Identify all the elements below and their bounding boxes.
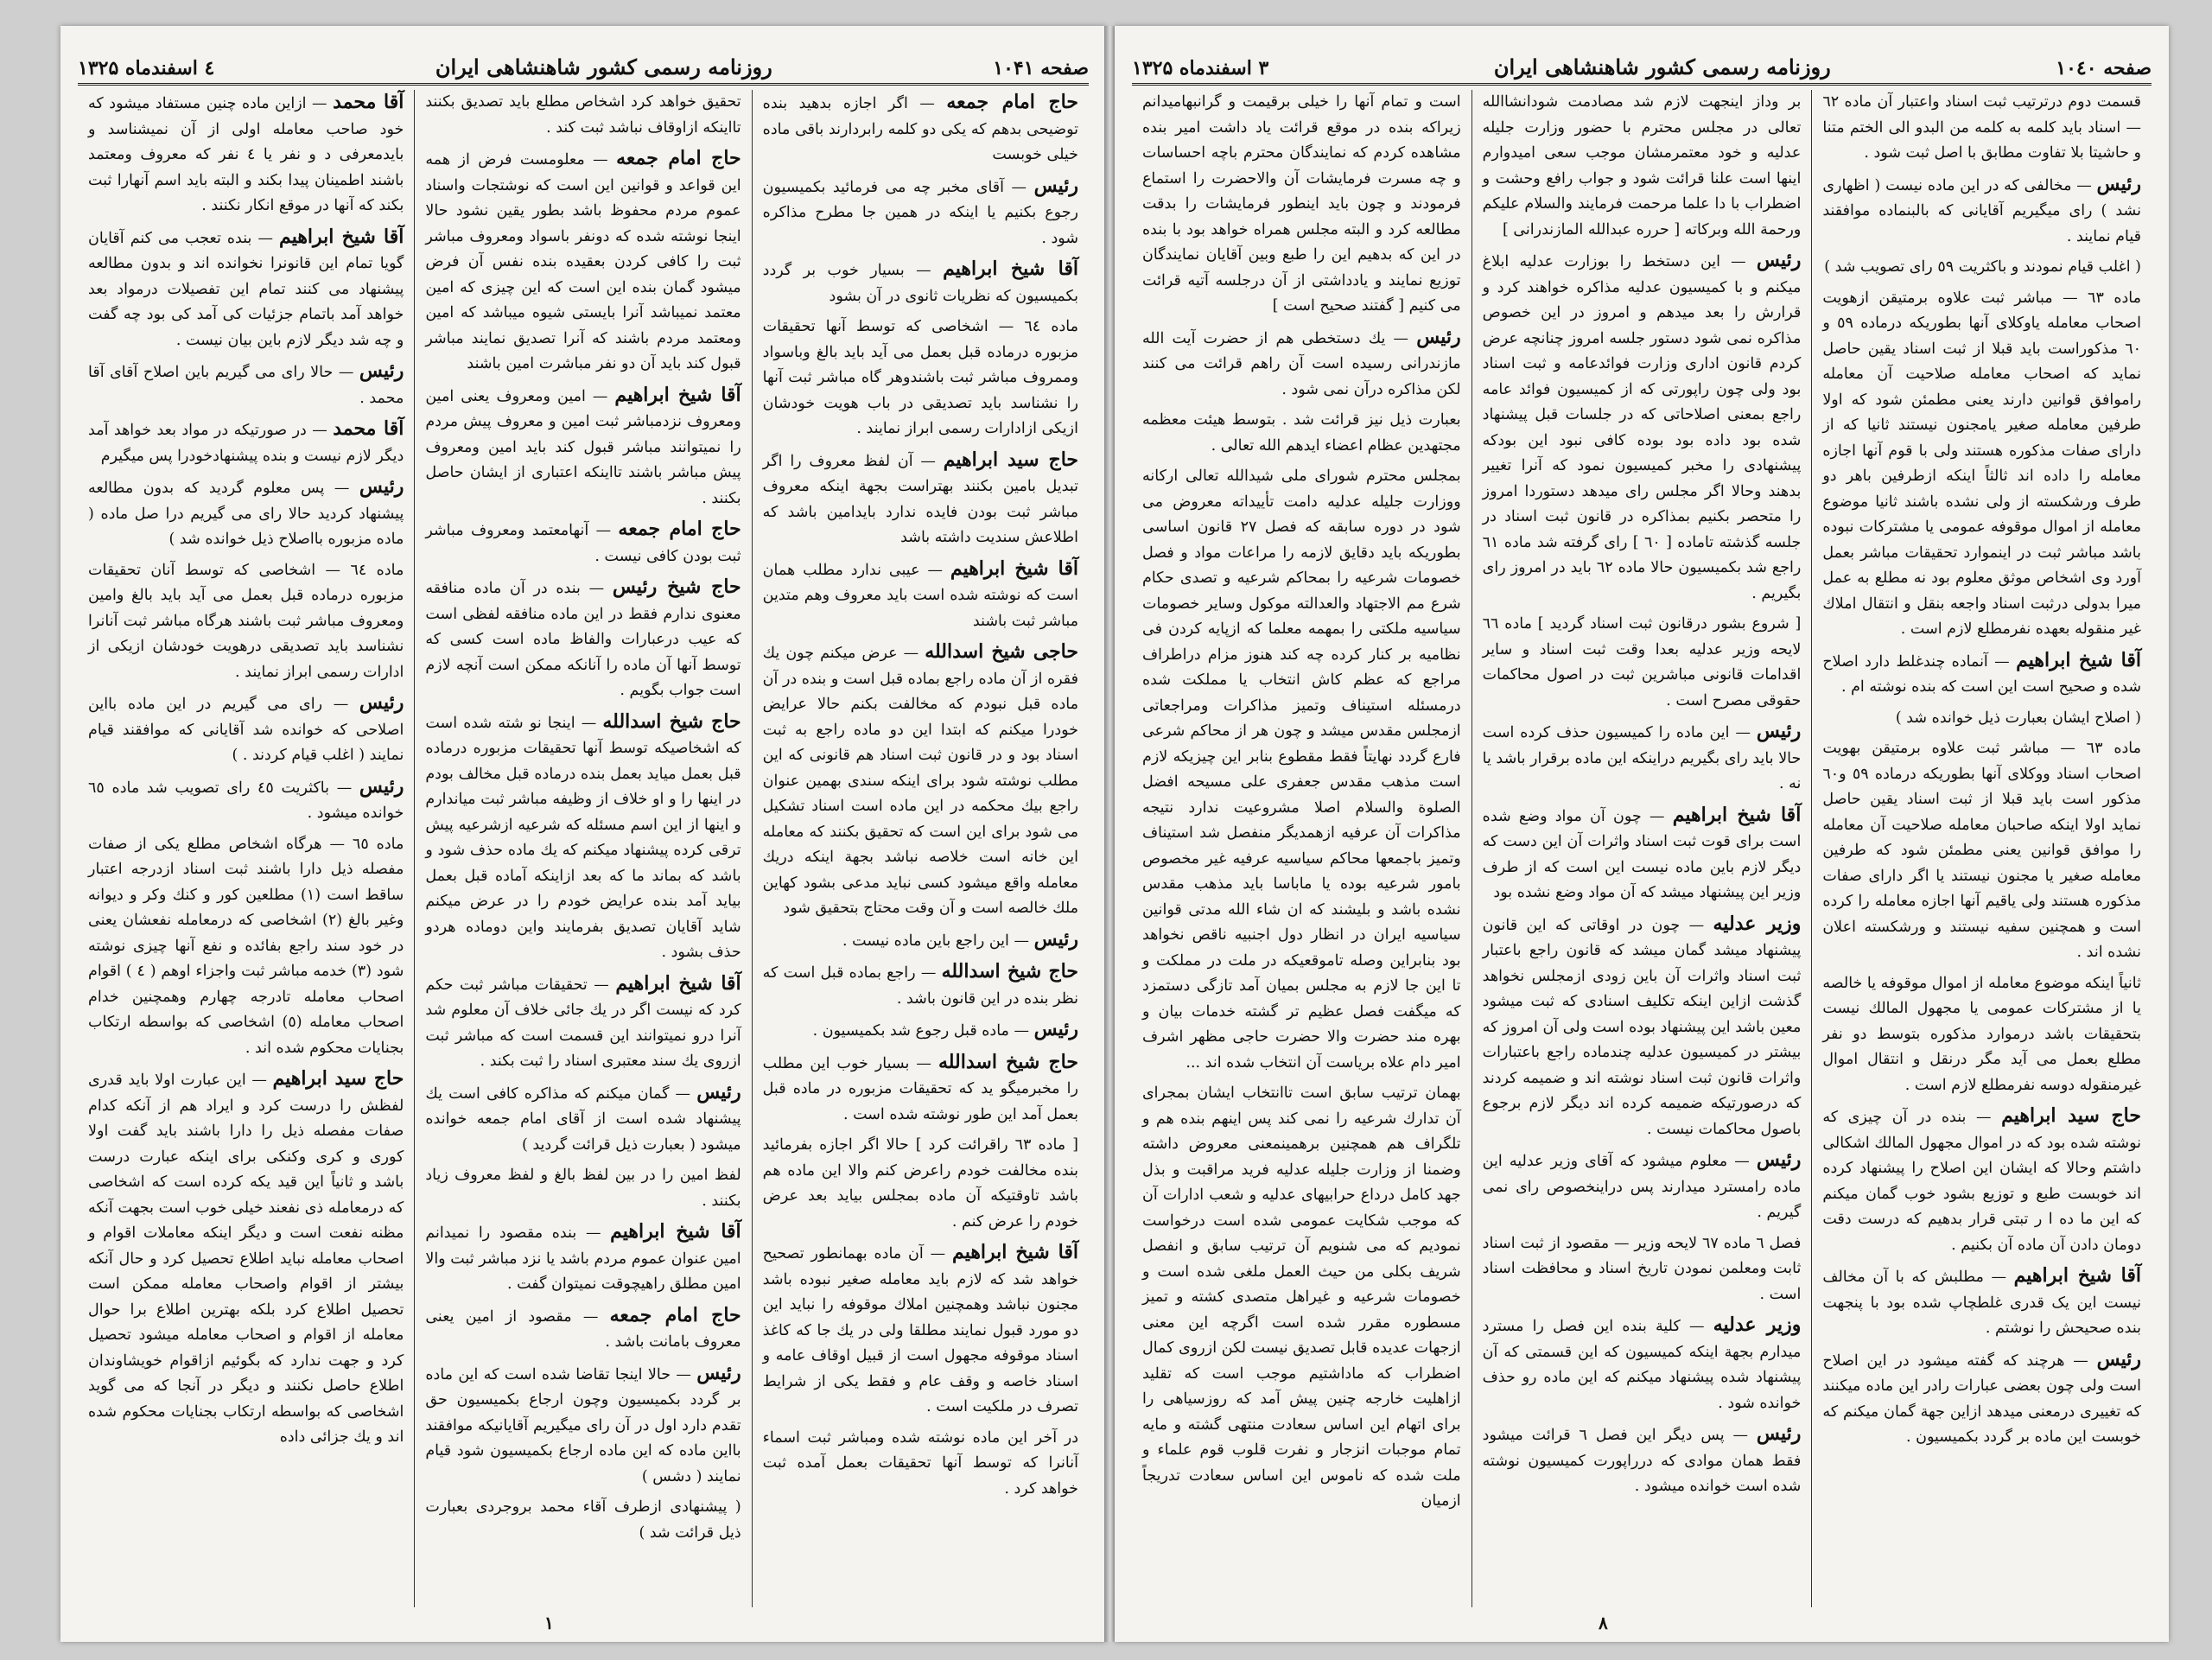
speaker-name: رئیس [359,359,404,382]
left-page [60,26,1106,1642]
paragraph [88,474,404,553]
paragraph-text: ثانیاً اینکه موضوع معامله از اموال موقوفه یا خالصه یا از مشترکات عمومی یا مجهول المالك نیست بتحقیقات باشد درموارد مذکوره بتوسط دو نفر مطلع بعمل می آید مگر درنقل و انتقال اموال غیرمنقوله دوسه نفرمطلع لازم است . [1822,974,2141,1094]
paragraph [1142,325,1461,404]
right-page-title: روزنامه رسمی کشور شاهنشاهی ایران [1493,54,1831,80]
speaker-name: حاج شیخ اسدالله [938,1050,1078,1073]
paragraph-text: — بنده تعجب می کنم آقایان گویا تمام این قانونرا نخوانده اند و بدون مطالعه پیشنهاد می کنند تمام این تفصیلات درمواد بعد خواهد آمد باتمام جزئیات کی آمد کی بود چه گفت و چه شد دیگر لازم باین بیان نیست . [88,229,404,349]
speaker-name: حاج شیخ اسدالله [602,709,741,733]
paragraph [425,971,741,1075]
paragraph-text: — در صورتیکه در مواد بعد خواهد آمد دیگر لازم نیست و بنده پیشنهادخودرا پس میگیرم [88,422,404,465]
paragraph [1142,464,1461,1076]
paragraph-text: — آن لفظ معروف را اگر تبدیل بامین بکنند بهتراست بجهة اینکه معروف مباشر ثبت بودن فایده ندارد بایدامین باشد که اطلاعش سندیت داشته باشد [762,452,1078,546]
paragraph-text: ماده ٦٥ — هرگاه اشخاص مطلع یکی از صفات مفصله ذیل دارا باشند ثبت اسناد ازدرجه اعتبار ساقط است (۱) مطلعین کور و کنك وکر و دیوانه وغیر بالغ (۲) اشخاصی که درمعامله نفعشان یعنی در خود سند راجع بفائده و نفع آنها چیزی نوشته شود (۳) خدمه مباشر ثبت واجزاء اوهم ( ٤ ) اقوام اصحاب معامله تادرجه چهارم وهمچنین خدام اصحاب معامله (٥) اشخاصی که بواسطه ارتکاب بجنایات محکوم شده اند . [88,835,404,1057]
right-page-date: ۳ اسفندماه ۱۳۲۵ [1132,57,1269,80]
speaker-name: حاج سید ابراهیم [2001,1104,2141,1127]
paragraph [763,448,1078,551]
speaker-name: وزیر عدلیه [1713,1313,1802,1336]
paragraph-text: — حالا رای می گیریم باین اصلاح آقای آقا محمد . [88,364,404,407]
paragraph [88,832,404,1062]
paragraph [88,225,404,354]
paragraph-text: — عرض میکنم چون یك فقره از آن ماده راجع بماده قبل است و بنده در آن ماده قبل نبودم که مخالفت بکنم حالا عرایض خودرا میکنم که ابتدا این دو ماده راجع به ثبت اسناد بود و در قانون ثبت اسناد هم قانونی که این مطلب نوشته شود برای اینکه سندی بهمین عنوان راجع بیك محکمه در این ماده است اسناد تشکیل می شود برای این است که تحقیق بکنند که معامله این خانه است خلاصه نباشد بجهة اینکه دریك معامله واقع میشود کسی نباید مدعی بشود کهاین ملك خالصه است و آن وقت محتاج بتحقیق شود [762,645,1078,917]
paragraph [1822,736,2141,966]
paragraph [763,1240,1078,1421]
paragraph [1822,648,2141,701]
speaker-name: حاج امام جمعه [616,147,741,169]
paragraph [1822,286,2141,643]
paragraph-text: — رای می گیریم در این ماده بااین اصلاحی که خوانده شد آقایانی که موافقند قیام نمایند ( اغلب قیام کردند . ) [88,696,404,764]
paragraph [88,359,404,411]
paragraph-text: — مقصود از امین یعنی معروف بامانت باشد . [425,1307,741,1351]
paragraph [763,257,1078,309]
paragraph-text: — باکثریت ٤٥ رای تصویب شد ماده ٦٥ خوانده میشود . [88,779,404,822]
paragraph [763,315,1078,442]
paragraph-text: — اینجا نو شته شده است که اشخاصیکه توسط آنها تحقیقات مزبوره درماده قبل بعمل میاید بعمل بنده درماده قبل مخالف بودم در اینها را و او خلاف از وظیفه مباشر ثبت میاندارم و اینها از این اسم مسئله که شرعیه ازشرعیه پیش ترقی کرده پیشنهاد میکنم که یك ماده حذف شود و باشد که بماند ما که بعد ازاینکه آماده قبل بعمل بیاید آمد بنده عرایض خودم را در عرض میکنم شاید آقایان تصدیق بفرمایند واین دوماده هردو حذف بشود . [425,714,741,961]
paragraph [763,1017,1078,1045]
left-page-footer: ۱ [544,1612,554,1633]
speaker-name: رئیس [1033,174,1078,197]
paragraph-text: — بنده در آن چیزی که نوشته شده بود که در اموال مجهول المالك اشکالی داشتم وحالا که ایشان این اصلاح را پیشنهاد کرده اند خوبست طبع و توزیع بشود خوب گمان میکنم که این ما ده ا ر تبتی قرار بدهیم که درست دقت دومان دادن آن ماده آن بکنیم . [1822,1109,2141,1254]
paragraph [1822,971,2141,1099]
left-page-number: صفحه ۱۰۴۱ [993,57,1089,80]
left-page-header [78,41,1089,86]
paragraph [425,90,741,141]
paragraph [88,774,404,827]
paragraph [1483,719,1802,798]
paragraph-text: — پس دیگر این فصل ٦ قرائت میشود فقط همان موادی که درراپورت کمیسیون نوشته شده است خوانده میشود . [1482,1427,1802,1495]
right-page-columns [1132,90,2152,1607]
speaker-name: حاج شیخ رئیس [612,576,741,598]
paragraph-text: — حالا اینجا تقاضا شده است که این ماده بر گردد بکمیسیون وچون ارجاع بکمیسیون حق تقدم دارد اول در آن رای میگیریم آقایانیکه موافقند بااین ماده که این ماده ارجاع بکمیسیون شود قیام نمایند ( دشس ) [425,1365,741,1485]
paragraph [425,575,741,704]
speaker-name: رئیس [2096,1347,2141,1371]
speaker-name: آقا شیخ ابراهیم [952,1241,1078,1263]
speaker-name: رئیس [359,691,404,714]
paragraph [1142,90,1461,320]
paragraph [1822,172,2141,251]
paragraph-text: ( پیشنهادی ازطرف آقاء محمد بروجردی بعبارت ذیل قرائت شد ) [425,1498,741,1542]
speaker-name: حاج شیخ اسدالله [941,960,1078,983]
paragraph [1822,255,2141,281]
speaker-name: رئیس [359,774,404,798]
paragraph [763,557,1078,635]
paragraph [425,146,741,378]
text-column [1811,90,2152,1607]
paragraph [425,517,741,569]
paragraph-text: — این عبارت اولا باید قدری لفظش را درست کرد و ایراد هم از آنکه کدام صفات مفصله ذیل را دارا باشند باید گفت اولا کوری و کری وکنکی برای اینکه عبارت درست باشد و ثانیاً این قید یکه کرده است که اشخاصی که درمعامله ذی نفعند خیلی خوب است بجهت آنکه مظنه نفعت است و دیگر اینکه معاملات اقوام و اصحاب معامله نباید اطلاع تحصیل کرد و حال آنکه بیشتر از اقوام واصحاب معامله ممکن است تحصیل اطلاع کرد بلکه بهترین اطلاع برا حوال معامله از اقوام و اصحاب معامله میشود تحصیل کرد و جهت ندارد که بگوئیم ازاقوام خویشاوندان اطلاع حاصل نکنند و دیگر در آنجا که می گوید اشخاصی که بواسطه ارتکاب بجنایات محکوم شده اند و یك جزائی داده [88,1072,404,1446]
speaker-name: رئیس [696,1361,741,1384]
left-page-date: ٤ اسفندماه ۱۳۲۵ [78,57,215,80]
paragraph [88,417,404,469]
text-column [1132,90,1471,1607]
paragraph [1822,1103,2141,1258]
paragraph-text: — بسیار خوب این مطلب را مخبرمیگو ید که تحقیقات مزبوره در ماده قبل بعمل آمد این طور نوشته شده است . [762,1054,1078,1123]
paragraph-text: — آقای مخبر چه می فرمائید بکمیسیون رجوع بکنیم یا اینکه در همین جا مطرح مذاکره شود . [762,178,1078,247]
paragraph-text: — چون در اوقاتی که این قانون پیشنهاد میشد گمان میشد که قانون راجع باعتبار ثبت اسناد واثرات آن باین زودی ازمجلس نخواهد گذشت ازاین اینکه تکلیف اسنادی که ثبت میشود معین باشد این پیشنهاد بوده است ولی آن امروز که بیشتر در کمیسیون عدلیه چندماده راجع باعتبارات واثرات قانون ثبت اسناد نوشته اند و ضمیمه کردند که درصورتیکه ضمیمه کرده اند دیگر لازم برجوع باصول محاکمات نیست . [1482,916,1802,1138]
speaker-name: رئیس [1756,1148,1802,1171]
paragraph [425,709,741,966]
paragraph [88,558,404,686]
paragraph [1822,1263,2141,1342]
paragraph [763,1426,1078,1503]
paragraph [88,1066,404,1451]
speaker-name: رئیس [1756,1422,1802,1445]
paragraph-text: — این راجع باین ماده نیست . [842,932,1029,950]
speaker-name: رئیس [2096,172,2141,195]
paragraph [763,90,1078,169]
paragraph [425,1495,741,1546]
paragraph-text: ماده ٦٤ — اشخاصی که توسط آنها تحقیقات مزبوره درماده قبل بعمل می آید باید بالغ وباسواد وممروف مباشر ثبت باشندوهر گاه مباشر ثبت آنها را نشناسد باید تصدیقی در باب هویت خودشان ازیکی ازادارات رسمی ابراز نمایند . [762,318,1078,437]
paragraph [1483,1313,1802,1416]
left-page-title: روزنامه رسمی کشور شاهنشاهی ایران [435,54,772,80]
paragraph-text: ماده ٦۳ — مباشر ثبت علاوه برمتیقن بهویت اصحاب اسناد ووکلای آنها بطوریکه درماده ٥٩ و٦٠ مذکور است باید قبلا از ثبت اسناد یقین حاصل نماید اولا اینکه صاحبان معامله صلاحیت آن معامله را موافق قوانین یعنی مطمئن شود که طرفین معامله صغیر یا مجنون نیستند یا اگر دارای صفات مذکوره هستند ولی یاقیم آنها اجازه معامله را کرده است و همچنین سفیه نیستند و ورشکسته اعلان نشده اند . [1822,740,2142,961]
speaker-name: رئیس [359,475,404,498]
paragraph-text: — راجع بماده قبل است که نظر بنده در این قانون باشد . [762,964,1078,1008]
paragraph [1483,248,1802,607]
paragraph-text: — مطلبش که با آن مخالف نیست این یک قدری غلطچاپ شده بود با پنجهت بنده صحیحش را نوشتم . [1822,1269,2141,1337]
speaker-name: آقا شیخ ابراهیم [2013,1264,2141,1287]
right-page-header [1132,41,2152,86]
paragraph-text: — ازاین ماده چنین مستفاد میشود که خود صاحب معامله اولی از آن نمیشناسد و بایدمعرفی د و نفر یا ٤ نفر که معروف ومعتمد باشند اطمینان پیدا بکند و البته باید اسم آنهارا ثبت بکند که آنها در موقع انکار نکنند . [88,95,404,214]
paragraph [1483,90,1802,243]
paragraph-text: — چون آن مواد وضع شده است برای قوت ثبت اسناد واثرات آن این دست که دیگر لازم باین ماده نیست این است که از طرف وزیر این پیشنهاد میشد که آن مواد وضع نشده بود [1482,807,1802,901]
paragraph [425,1303,741,1356]
paragraph [1142,408,1461,459]
paragraph-text: — ماده قبل رجوع شد بکمیسیون . [812,1022,1029,1040]
paragraph-text: ( اصلاح ایشان بعبارت ذیل خوانده شد ) [1895,709,2141,727]
paragraph [425,383,741,512]
paragraph-text: — تحقیقات مباشر ثبت حکم کرد که نیست اگر در یك جائی خلاف آن معلوم شد آنرا درو نمیتوانند این قسمت است که مباشر ثبت ازروی یك سند معتبری اسناد را ثبت بکند . [425,976,741,1070]
paragraph [425,1361,741,1491]
paragraph-text: بعبارت ذیل نیز قرائت شد . بتوسط هیئت معظمه مجتهدین عظام اعضاء ایدهم الله تعالی . [1141,411,1461,455]
paragraph [425,1080,741,1159]
paragraph [1822,706,2141,732]
speaker-name: آقا شیخ ابراهیم [279,225,404,248]
paragraph-text: تحقیق خواهد کرد اشخاص مطلع باید تصدیق بکنند تااینکه ازاوقاف نباشد ثبت کند . [425,93,741,137]
text-column [78,90,414,1607]
paragraph-text: در آخر این ماده نوشته شده ومباشر ثبت اسماء آنانرا که توسط آنها تحقیقات بعمل آمده ثبت خواهد کرد . [762,1428,1078,1498]
paragraph-text: — اگر اجازه بدهید بنده توضیحی بدهم که یکی دو کلمه رابردارند باقی ماده خیلی خوبست [762,95,1078,163]
paragraph-text: — بنده مقصود را نمیدانم امین عنوان عموم مردم باشد یا نزد مباشر ثبت والا امین مطلق راهیچوقت نمیتوان گفت . [425,1224,741,1293]
paragraph [1483,803,1802,906]
speaker-name: آقا شیخ ابراهیم [2016,648,2141,671]
text-column [414,90,751,1607]
right-page-footer: ۸ [1599,1612,1608,1633]
speaker-name: رئیس [696,1080,741,1103]
speaker-name: آقا محمد [333,417,404,440]
paragraph-text: — آن ماده بهمانطور تصحیح خواهد شد که لازم باید معامله صغیر نبوده باشد مجنون نباشد وهمچنین املاك موقوفه را نباید این دو مورد قبول نمایند مطلقا ولی در یك جا که کاغذ اسناد موقوفه مجهول است از قبیل اوقاف عامه و اسناد خاصه و وقف عام و فقط یكی از شرایط تصرف در ملکیت است . [762,1245,1078,1415]
paragraph-text: — عیبی ندارد مطلب همان است که نوشته شده است باید معروف وهم متدین مباشر ثبت باشند [762,561,1078,630]
speaker-name: آقا شیخ ابراهیم [614,383,741,406]
paragraph [1483,612,1802,714]
speaker-name: رئیس [1416,325,1461,348]
paragraph-text: بهمان ترتیب سابق است تاانتخاب ایشان بمجرای آن تدارك شرعیه را نمی کند پس اینهم بنده هم و تلگراف هم همچنین برهمینمعنی معروض داشته وضمنا از وزارت جلیله عدلیه فرید مراقبت و بذل جهد کامل درداع حرابیهای عدلیه و شعب ادارات آن که موجب شکایت عمومی شده است درخواست نمودیم که می شنویم آن ترتیب سابق و انفصل شریف بکلی من حیث العمل ملغی شده است و خصومات شرعیه و غیراهل متصدی کشته و تمیز مسطوره مقرر شده است اگرچه این معنی ازجهات عدیده قابل تصدیق نیست لکن ازروی کمال اضطراب که ماداشتیم موجب است که تقلید ازاهلیت خارجه چنین پیش آمد که روزسیاهی را برای اتهام این اساس سعادت منتهی گشته و مایه تمام موجبات انزجار و نفرت قلوب قوم علماء و ملت شده که ناموس این اساس سعادت تدریجاً ازمیان [1141,1084,1461,1510]
paragraph [763,959,1078,1012]
speaker-name: آقا شیخ ابراهیم [943,258,1078,280]
paragraph [425,1219,741,1298]
paragraph-text: — مخالفی که در این ماده نیست ( اظهاری نشد ) رای میگیریم آقایانی که بالبنماده موافقند قیام نمایند . [1822,176,2141,245]
paragraph-text: — بسیار خوب بر گردد بکمیسیون که نظریات ثانوی در آن بشود [762,262,1078,305]
paragraph [1483,1421,1802,1500]
paragraph-text: — یك دستخطی هم از حضرت آیت الله مازندرانی رسیده است آن راهم قرائت می کنند لکن مذاکره درآن نمی شود . [1141,329,1461,398]
paragraph-text: — این ماده را کمیسیون حذف کرده است حالا باید رای بگیریم دراینکه این ماده برقرار باشد یا نه . [1482,724,1802,792]
speaker-name: آقا شیخ ابراهیم [615,971,741,995]
paragraph-text: — معلوم میشود که آقای وزیر عدلیه این ماده رامسترد میدارند پس دراینخصوص رای نمی گیریم . [1482,1153,1802,1221]
paragraph-text: ماده ٦۳ — مباشر ثبت علاوه برمتیقن ازهویت اصحاب معامله یاوکلای آنها بطوریکه درماده ٥٩ و ٦٠ مذکوراست باید قبلا از ثبت اسناد یقین حاصل نماید که اصحاب معامله صلاحیت آن معامله راموافق قوانین دارند یعنی مطمئن شود که اولا طرفین معامله صغیر یامجنون نیستند ثانیا که از دارای صفات مذکوره هستند ولی با قوم آنها اجازه معامله را داده اند ثالثاً اینکه ازطرفین باهر دو طرف ورشکسته از ولی نشده باشند ثانیا موضوع معامله از اموال موقوفه عمومی یا مشترکات نبوده باشد مباشر ثبت در اینموارد تحقیقات مباشر بعمل آورد وی اشخاص موثق معلوم بود نه مطلع به عمل میرا بدولی درثبت اسناد واجعه بنقل و انتقال املاك غیر منقوله بعهده نفرمطلع لازم است . [1822,289,2141,638]
paragraph [763,927,1078,955]
paragraph [1483,912,1802,1143]
paragraph [1483,1231,1802,1308]
speaker-name: آقا شیخ ابراهیم [950,557,1078,580]
paragraph-text: بر وداز اینجهت لازم شد مصادمت شودانشاالله تعالی در مجلس محترم با حضور وزارت جلیله عدلیه و خود معتمرمشان موجب سعی امیدوارم اینها است علنا قرائت شود و جواب رافع وحشت و اضطراب با دا علما مرحمت فرمایند والسلام علیکم ورحمة الله وبرکاته [ حرره عبدالله المازندرانی ] [1482,93,1802,239]
paragraph [1822,1347,2141,1451]
paragraph-text: بمجلس محترم شورای ملی شیدالله تعالی ارکانه ووزارت جلیله عدلیه دامت تأییداته معروض می شود در دوره سابقه که فصل ۲۷ قانون اساسی بطوریکه باید دقایق لازمه را مراعات مواد و فصل خصومات شرعیه را بمحاکم شرعیه و تصدی حکام شرع مم الاجتهاد والعدالته موکول وسایر خصومات سیاسیه ملکتی را بمهمه معلما که ازپایه کردن فی نظامیه بر کنار کرده چه کند هنوز مزام دراطراف مراجع که عظم کاش انتخاب یا مملکت شده درمسئله استیناف وتمیز مذاکرات ومراجعاتی ازمجلس مقدس میشد و چون هر از محاکم شرعی فارع گردد نهایتاً فقط مقطوع بنابر این چیزیکه لازم است مذهب مقدس جعفری علی مسیحه افضل الصلوة والسلام اصلا مشروعیت ندارد نتیجه مذاکرات آن عرفیه ازهمدیگر منفصل شد استیناف وتمیز باجمعها محاکم سیاسیه عرفیه غیر مخصوص بامور شرعیه بوده یا ماباسا باید مذهب مقدس نشده باشد و بلیشند که ان شاء الله مدتی قوانین سیاسیه ایران در انظار دول اجنبیه ناقص نخواهد بود بنابراین وصله تاموقعیکه در ملت در مملکت و تا این جا لازم به مجلس بمیان آمد تازگی دستمزد که میگفت فصل عظیم تر گشته خدمات بیان و بهره مند حضرت والا حضرت حاجی مظهر اشرف امیر دام علاه بریاست آن انتخاب شده اند ... [1141,467,1461,1072]
paragraph [763,174,1078,252]
paragraph-text: — هرچند که گفته میشود در این اصلاح است ولی چون بعضی عبارات رادر این ماده میکنند که تغییری درمعنی میدهد ازاین جهة گمان میکنم که خوبست این ماده بر گردد بکمیسیون . [1822,1352,2141,1446]
paragraph-text: — آنماده چندغلط دارد اصلاح شده و صحیح است این است که بنده نوشته ام . [1822,652,2141,696]
paragraph-text: — این دستخط را بوزارت عدلیه ابلاغ میکنم و با کمیسیون عدلیه مذاکره خواهند کرد و قرارش را بعد میدهم و امروز در این خصوص مذاکره نمی شود دستور جلسه امروز چنانچه عرض کردم قانون اداری وزارت فوائدعامه و ثبت اسناد بود ولی چون راپورتی که از کمیسیون فوائد عامه راجع بمعنی اصلاحاتی که در جلسات قبل پیشنهاد شده بود داده بود بوده کافی نبود این بودکه پیشنهادی را مخبر کمیسیون نمود که آنرا تغییر بدهند وحالا اگر مجلس رای میدهد دستوردا امروز را متحصر بکنیم بمذاکره در قانون ثبت اسناد در جلسه گذشته تاماده [ ٦٠ ] رای گرفته شد ماده ٦۱ راجع شد بکمیسیون حالا ماده ٦۲ باید در امروز رای بگیریم . [1482,253,1802,602]
paragraph-text: — آنهامعتمد ومعروف مباشر ثبت بودن کافی نیست . [425,522,741,565]
paragraph-text: ( اغلب قیام نمودند و باکثریت ٥٩ رای تصویب شد ) [1824,258,2141,276]
paragraph-text: است و تمام آنها را خیلی برقیمت و گرانبهامیدانم زیراکه بنده در موقع قرائت یاد داشت امیر بنده مشاهده کردم که نمایندگان محترم باچه احساسات و چه مسرت فرمایشات آن والاحضرت را استماع فرمودند و چون باید اینطور فرمایشات را بدقت مطالعه کرد و البته مجلس همراه خواهد بود با بنده در این که بدهیم این را طبع وبین آقایان نمایندگان توزیع نمایند و یادداشتی از آن درجلسه آتیه قرائت می کنیم [ گفتند صحیح است ] [1141,93,1461,315]
left-page-columns [78,90,1089,1607]
right-page-number: صفحه ۱۰٤٠ [2056,57,2152,80]
speaker-name: حاج سید ابراهیم [943,448,1078,471]
paragraph-text: — معلومست فرض از همه این قواعد و قوانین این است که نوشتجات واسناد عموم مردم محفوظ باشد بطور یقین نشود حالا اینجا نوشته شده که دونفر باسواد ومعروف مباشر ثبت را کافی کردن بعقیده بنده نفس آن فرض میشود گمان بنده این است که این چیزی که امین معتمد نمیباشد آنرا بایستی شیوه میباشد که امین ومعتمد مردم باشند که آنرا تصدیق نمایند مباشر قبول کند باید آن دو نفر مباشرت امین باشند [425,151,741,372]
speaker-name: آقا محمد [333,91,404,113]
paragraph-text: لفظ امین را در بین لفظ بالغ و لفظ معروف زیاد بکنند . [425,1167,741,1210]
speaker-name: آقا شیخ ابراهیم [1672,803,1802,826]
paragraph-text: ماده ٦٤ — اشخاصی که توسط آنان تحقیقات مزبوره درماده قبل بعمل می آید باید بالغ وامین ومعروف مباشر ثبت باشند هرگاه مباشر ثبت آنانرا نشناسد باید تصدیقی درهویت خودشان ازیکی از ادارات رسمی ابراز نمایند . [88,561,404,681]
text-column [752,90,1089,1607]
paragraph [1142,1081,1461,1515]
paragraph-text: — بنده در آن ماده منافقه معنوی ندارم فقط در این ماده منافقه لفظی است که عیب درعبارات والفاظ ماده است کسی که توسط آنها آن ماده را آنانکه ممکن است آنچه لازم است جواب بگویم . [425,580,741,699]
speaker-name: رئیس [1033,1018,1078,1040]
paragraph-text: قسمت دوم درترتیب ثبت اسناد واعتبار آن ماده ٦٢ — اسناد باید کلمه به کلمه من البدو الی الختم متنا و حاشیتا بلا تفاوت مطابق با اصل ثبت شود . [1822,93,2141,162]
paragraph-text: — پس معلوم گردید که بدون مطالعه پیشنهاد کردید حالا رای می گیریم درا صل ماده ( ماده مزبوره بااصلاح ذیل خوانده شد ) [88,480,404,548]
paragraph-text: فصل ٦ ماده ٦٧ لایحه وزیر — مقصود از ثبت اسناد ثابت ومعلمن نمودن تاریخ اسناد و محافظت اسناد است . [1482,1234,1802,1303]
speaker-name: رئیس [1756,720,1802,742]
paragraph-text: — امین ومعروف یعنی امین ومعروف نزدمباشر ثبت امین و معروف پیش مردم را نمیتوانند مباشر قبول کند باید امین ومعروف پیش مباشر باشند تااینکه اعتباری از ایشان حاصل بکنند . [425,387,741,507]
speaker-name: حاج امام جمعه [609,1303,741,1326]
paragraph [88,90,404,219]
speaker-name: رئیس [1756,249,1802,271]
paragraph [88,690,404,769]
paragraph-text: [ شروع بشور درقانون ثبت اسناد گردید ] ماده ٦٦ لایحه وزیر عدلیه بعدا وقت ثبت اسناد و سایر اقدامات قانونی مباشرین ثبت در اصول محاکمات حقوقی مصرح است . [1482,615,1802,709]
speaker-name: وزیر عدلیه [1713,912,1802,935]
paragraph [425,1163,741,1214]
paragraph-text: — گمان میکنم که مذاکره کافی است یك پیشنهاد شده است از آقای امام جمعه خوانده میشود ( بعبارت ذیل قرائت گردید ) [425,1084,741,1154]
paragraph [1822,90,2141,167]
speaker-name: حاج امام جمعه [946,91,1078,113]
paragraph [1483,1148,1802,1226]
paragraph [763,1133,1078,1235]
paragraph [763,1050,1078,1129]
text-column [1471,90,1812,1607]
speaker-name: حاجی شیخ اسدالله [925,640,1078,663]
right-page [1115,26,2169,1642]
paragraph [763,639,1078,922]
paragraph-text: [ ماده ٦٣ راقرائت کرد ] حالا اگر اجازه بفرمائید بنده مخالفت خودم راعرض کنم والا این ماده هم باشد تاوقتیکه آن ماده بمجلس بیاید بعد عرض خودم را عرض کنم . [762,1136,1078,1231]
speaker-name: آقا شیخ ابراهیم [610,1220,741,1243]
paragraph-text: — کلیة بنده این فصل را مسترد میدارم بجهة اینکه کمیسیون که این قسمتی که آن پیشنهاد شده پیشنهاد میکنم که این ماده رو حذف خوانده شود . [1482,1318,1802,1412]
speaker-name: حاج سید ابراهیم [272,1067,404,1090]
speaker-name: رئیس [1033,927,1078,951]
speaker-name: حاج امام جمعه [618,518,741,540]
